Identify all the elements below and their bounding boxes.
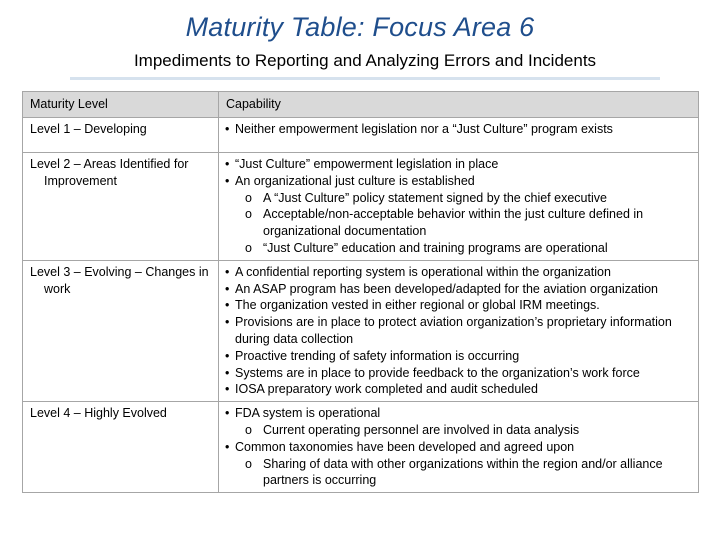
capability-text: An organizational just culture is established (235, 173, 475, 188)
capability-text: FDA system is operational (235, 406, 381, 421)
capability-item (225, 281, 694, 298)
bullet-icon: • (225, 281, 230, 296)
capability-text: Systems are in place to provide feedback to the organization’s work force (235, 365, 640, 380)
table-header-row (23, 92, 699, 118)
capability-item (225, 405, 694, 439)
maturity-level-cell (23, 260, 219, 401)
bullet-icon: • (225, 298, 230, 313)
capability-text: Proactive trending of safety information is occurring (235, 348, 520, 363)
capability-item (225, 173, 694, 257)
circle-bullet-icon: o (245, 240, 252, 255)
capability-subtext: “Just Culture” education and training programs are operational (263, 240, 608, 255)
capability-subtext: Sharing of data with other organizations within the region and/or alliance partners is occurring (263, 456, 663, 488)
bullet-icon: • (225, 157, 230, 171)
circle-bullet-icon: o (245, 422, 252, 437)
maturity-level-label: Level 4 – Highly Evolved (30, 406, 167, 421)
capability-item (225, 297, 694, 314)
capability-text: Common taxonomies have been developed and agreed upon (235, 439, 575, 454)
maturity-table (22, 91, 699, 493)
bullet-icon: • (225, 439, 230, 454)
bullet-icon: • (225, 264, 230, 279)
circle-bullet-icon: o (245, 190, 252, 205)
capability-cell (219, 260, 699, 401)
bullet-icon: • (225, 365, 230, 380)
header-maturity-level: Maturity Level (23, 92, 219, 118)
capability-item (225, 264, 694, 281)
capability-list (225, 264, 694, 398)
capability-cell (219, 118, 699, 153)
capability-subitem (245, 190, 694, 207)
capability-item (225, 348, 694, 365)
capability-subitem (245, 422, 694, 439)
maturity-level-label: Level 3 – Evolving – Changes in work (30, 264, 209, 296)
capability-cell (219, 153, 699, 261)
capability-text: Provisions are in place to protect aviation organization’s proprietary information during data collection (235, 315, 672, 346)
capability-item (225, 314, 694, 348)
bullet-icon: • (225, 382, 230, 397)
capability-item (225, 121, 694, 138)
capability-subitem (245, 456, 694, 490)
capability-text: “Just Culture” empowerment legislation in place (235, 157, 499, 171)
capability-list (225, 121, 694, 138)
capability-text: A confidential reporting system is operational within the organization (235, 264, 611, 279)
bullet-icon: • (225, 173, 230, 188)
capability-sublist (235, 422, 694, 439)
capability-list (225, 156, 694, 257)
capability-subitem (245, 240, 694, 257)
capability-subitem (245, 206, 694, 240)
capability-cell (219, 402, 699, 493)
maturity-level-cell (23, 402, 219, 493)
bullet-icon: • (225, 315, 230, 330)
capability-text: The organization vested in either regional or global IRM meetings. (235, 298, 600, 313)
page-title: Maturity Table: Focus Area 6 (185, 12, 535, 42)
capability-item (225, 439, 694, 489)
page-subtitle: Impediments to Reporting and Analyzing Errors and Incidents (133, 51, 597, 70)
capability-text: An ASAP program has been developed/adapted for the aviation organization (235, 281, 658, 296)
capability-subtext: Acceptable/non-acceptable behavior within the just culture defined in organizational documentation (263, 207, 644, 239)
capability-item (225, 365, 694, 382)
table-body (23, 118, 699, 493)
maturity-level-label: Level 2 – Areas Identified for Improvement (30, 157, 189, 188)
capability-subtext: Current operating personnel are involved in data analysis (263, 422, 580, 437)
capability-item (225, 156, 694, 173)
title-divider (70, 77, 660, 80)
header-capability: Capability (219, 92, 699, 118)
bullet-icon: • (225, 122, 230, 136)
bullet-icon: • (225, 406, 230, 421)
maturity-level-cell (23, 153, 219, 261)
capability-text: Neither empowerment legislation nor a “Just Culture” program exists (235, 122, 613, 136)
circle-bullet-icon: o (245, 207, 252, 222)
capability-item (225, 381, 694, 398)
capability-subtext: A “Just Culture” policy statement signed by the chief executive (263, 190, 607, 205)
capability-text: IOSA preparatory work completed and audit scheduled (235, 382, 538, 397)
table-row (23, 153, 699, 261)
capability-list (225, 405, 694, 489)
capability-sublist (235, 456, 694, 490)
capability-sublist (235, 190, 694, 257)
maturity-level-label: Level 1 – Developing (30, 122, 147, 136)
maturity-level-cell (23, 118, 219, 153)
table-row (23, 260, 699, 401)
table-row (23, 402, 699, 493)
circle-bullet-icon: o (245, 456, 252, 471)
bullet-icon: • (225, 348, 230, 363)
table-row (23, 118, 699, 153)
